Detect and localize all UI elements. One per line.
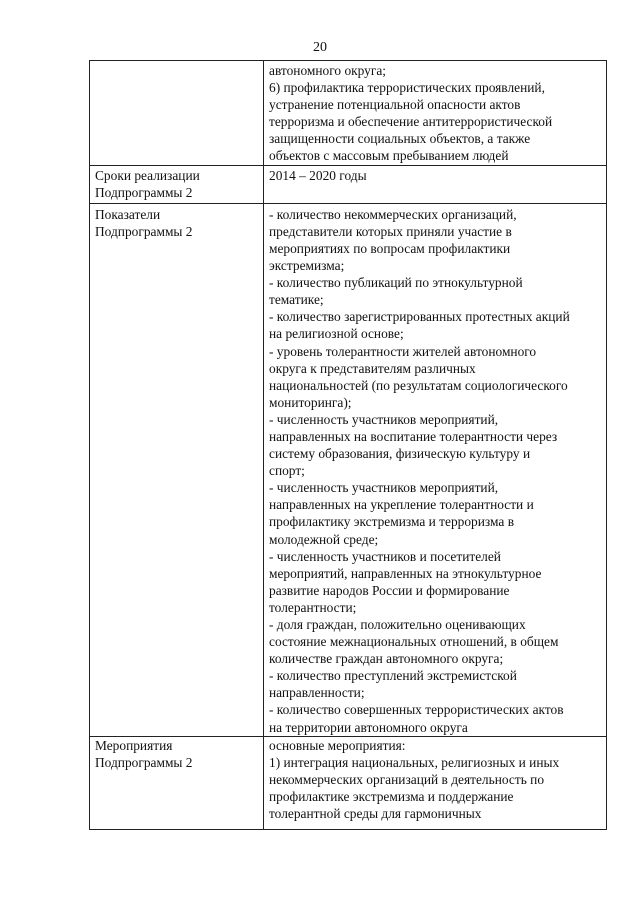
content-line: устранение потенциальной опасности актов xyxy=(269,97,521,113)
content-line: автономного округа; xyxy=(269,63,387,78)
content-line: - количество совершенных террористических актов xyxy=(269,702,564,718)
content-line: - численность участников мероприятий, xyxy=(269,411,499,427)
content-line: - количество некоммерческих организаций, xyxy=(269,206,517,222)
content-line: направленных на воспитание толерантности через xyxy=(269,428,558,444)
content-line: 2014 – 2020 годы xyxy=(269,167,367,183)
label-line: Подпрограммы 2 xyxy=(95,754,193,770)
content-line: представители которых приняли участие в xyxy=(269,223,512,239)
content-line: - количество зарегистрированных протестных акций xyxy=(269,309,570,325)
subprogram-passport-table xyxy=(89,60,607,830)
row-content-events xyxy=(264,736,607,829)
content-line: состояние межнациональных отношений, в общем xyxy=(269,634,559,650)
table-row-indicators xyxy=(90,203,607,736)
content-line: систему образования, физическую культуру и xyxy=(269,446,531,462)
content-line: национальностей (по результатам социологического xyxy=(269,377,568,393)
content-line: 1) интеграция национальных, религиозных и иных xyxy=(269,754,560,770)
content-line: - численность участников мероприятий, xyxy=(269,480,499,496)
content-line: развитие народов России и формирование xyxy=(269,582,510,598)
content-line: объектов с массовым пребыванием людей xyxy=(269,148,509,164)
content-line: - количество преступлений экстремистской xyxy=(269,668,517,684)
content-line: мероприятиях по вопросам профилактики xyxy=(269,240,511,256)
content-line: защищенности социальных объектов, а также xyxy=(269,131,531,147)
content-line: количестве граждан автономного округа; xyxy=(269,651,504,667)
content-line: мониторинга); xyxy=(269,394,352,410)
content-line: спорт; xyxy=(269,463,305,479)
content-line: молодежной среде; xyxy=(269,531,379,547)
content-line: тематике; xyxy=(269,292,324,308)
label-line: Мероприятия xyxy=(95,737,173,753)
content-line: на территории автономного округа xyxy=(269,719,468,735)
row-label-events xyxy=(90,736,264,829)
table-row-continuation xyxy=(90,61,607,166)
content-line: толерантности; xyxy=(269,599,357,615)
content-line: - численность участников и посетителей xyxy=(269,548,501,564)
content-line: некоммерческих организаций в деятельность по xyxy=(269,771,545,787)
table-row-events xyxy=(90,736,607,829)
content-line: - уровень толерантности жителей автономного xyxy=(269,343,537,359)
content-line: терроризма и обеспечение антитеррористической xyxy=(269,114,553,130)
content-line: на религиозной основе; xyxy=(269,326,404,342)
content-line: 6) профилактика террористических проявлений, xyxy=(269,80,545,96)
content-line: толерантной среды для гармоничных xyxy=(269,806,482,822)
content-line: основные мероприятия: xyxy=(269,737,406,753)
content-line: направленных на укрепление толерантности и xyxy=(269,497,534,513)
row-label-empty xyxy=(90,61,264,166)
label-line: Сроки реализации xyxy=(95,167,200,183)
page-number: 20 xyxy=(313,40,327,55)
content-line: профилактике экстремизма и поддержание xyxy=(269,788,514,804)
label-line: Подпрограммы 2 xyxy=(95,184,193,200)
content-line: экстремизма; xyxy=(269,258,345,274)
table-row-terms xyxy=(90,165,607,203)
row-content-indicators xyxy=(264,203,607,736)
content-line: округа к представителям различных xyxy=(269,360,476,376)
content-line: - доля граждан, положительно оценивающих xyxy=(269,617,526,632)
label-line: Подпрограммы 2 xyxy=(95,223,193,239)
content-line: профилактику экстремизма и терроризма в xyxy=(269,514,515,530)
row-label-indicators xyxy=(90,203,264,736)
row-content-terms xyxy=(264,165,607,203)
content-line: мероприятий, направленных на этнокультурное xyxy=(269,565,542,581)
label-line: Показатели xyxy=(95,206,161,222)
content-line: направленности; xyxy=(269,685,365,701)
content-line: - количество публикаций по этнокультурной xyxy=(269,275,523,291)
row-label-terms xyxy=(90,165,264,203)
row-content-continuation xyxy=(264,61,607,166)
